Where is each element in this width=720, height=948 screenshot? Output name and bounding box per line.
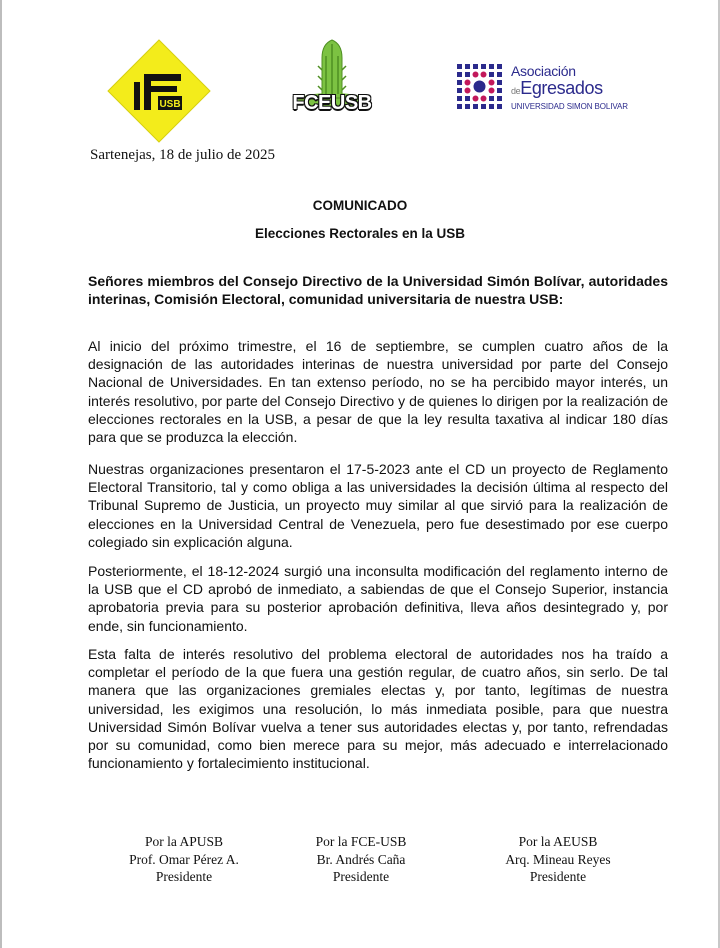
aeusb-logo xyxy=(455,62,645,118)
signature-org: Por la APUSB xyxy=(144,834,224,849)
signature-apusb xyxy=(94,833,274,886)
fceusb-logo-label: FCEUSB xyxy=(292,92,372,114)
aeusb-logo-line3: UNIVERSIDAD SIMON BOLIVAR xyxy=(511,102,628,111)
signature-role: Presidente xyxy=(529,869,587,884)
aeusb-logo-line1: Asociación xyxy=(511,63,576,79)
signature-name: Br. Andrés Caña xyxy=(316,851,406,867)
signature-aeusb xyxy=(468,833,648,886)
aeusb-logo-de: de xyxy=(511,86,521,96)
page-edge-left xyxy=(0,0,2,948)
apusb-logo xyxy=(106,38,212,144)
fceusb-logo xyxy=(282,36,382,122)
aeusb-logo-egresados: Egresados xyxy=(520,78,603,98)
aeusb-logo-line2 xyxy=(511,79,628,101)
document-subtitle: Elecciones Rectorales en la USB xyxy=(254,226,466,241)
signature-org: Por la AEUSB xyxy=(518,834,598,849)
document-address: Señores miembros del Consejo Directivo de la Universidad Simón Bolívar, autoridades interinas, Comisión Electoral, comunidad universitaria de nuestra USB: xyxy=(88,273,668,308)
aeusb-dot-emblem-icon xyxy=(455,62,507,114)
signature-name: Arq. Mineau Reyes xyxy=(505,851,611,867)
paragraph-4: Esta falta de interés resolutivo del problema electoral de autoridades nos ha traído a completar el período de la que fuera una gestión regular, de cuatro años, sin serlo. De tal manera que las organizaciones gremiales electas y, por tanto, legítimas de nuestra universidad, les exigimos una resolución, lo más inmediata posible, para que nuestra Universidad Simón Bolívar vuelva a tener sus autoridades electas y, por tanto, refrendadas por su comunidad, como bien merece para su mejor, más adecuado e interrelacionado funcionamiento y fortalecimiento institucional. xyxy=(88,646,668,772)
signature-fceusb xyxy=(271,833,451,886)
paragraph-3: Posteriormente, el 18-12-2024 surgió una inconsulta modificación del reglamento interno de la USB que el CD aprobó de inmediato, a sabiendas de que el Consejo Superior, instancia aprobatoria previa para su posterior aprobación definitiva, lleva años desintegrado y, por ende, sin funcionamiento. xyxy=(88,563,668,634)
signature-name: Prof. Omar Pérez A. xyxy=(129,851,239,867)
document-date: Sartenejas, 18 de julio de 2025 xyxy=(90,147,275,163)
signature-role: Presidente xyxy=(332,869,390,884)
signature-org: Por la FCE-USB xyxy=(315,834,407,849)
document-title: COMUNICADO xyxy=(312,198,408,213)
signature-role: Presidente xyxy=(155,869,213,884)
paragraph-2: Nuestras organizaciones presentaron el 17-5-2023 ante el CD un proyecto de Reglamento Electoral Transitorio, tal y como obliga a las universidades la decisión última al respecto del Tribunal Supremo de Justicia, un proyecto muy similar al que sirvió para la realización de elecciones en la Universidad Central de Venezuela, pero fue desestimado por ese cuerpo colegiado sin explicación alguna. xyxy=(88,461,668,550)
paragraph-1: Al inicio del próximo trimestre, el 16 de septiembre, se cumplen cuatro años de la designación de las autoridades interinas de nuestra universidad por parte del Consejo Nacional de Universidades. En tan extenso período, no se ha percibido mayor interés, un interés resolutivo, por parte del Consejo Directivo y de quienes lo dirigen por la realización de elecciones rectorales en la USB, a pesar de que la ley resulta taxativa al indicar 180 días para que se produzca la elección. xyxy=(88,338,668,446)
apusb-logo-label: USB xyxy=(159,99,181,110)
